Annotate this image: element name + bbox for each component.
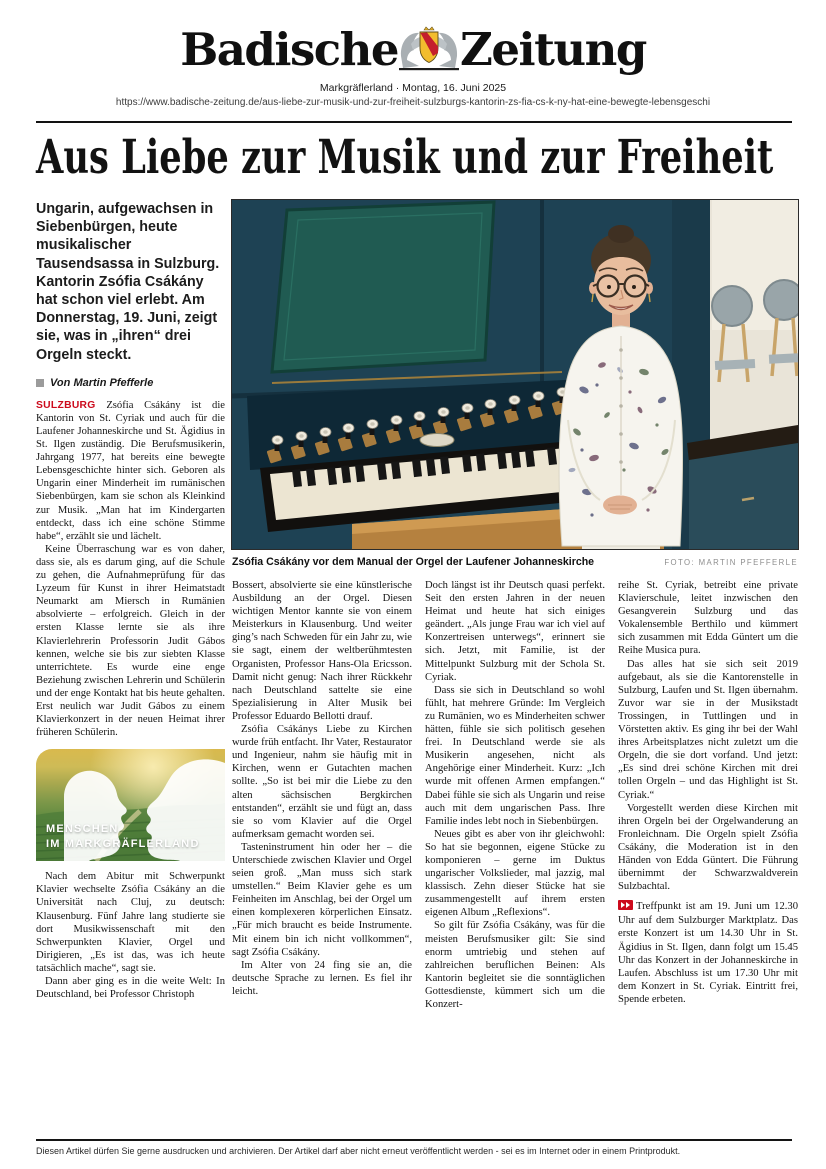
music-stand — [272, 202, 494, 372]
paragraph: reihe St. Cyriak, betreibt eine private Klavierschule, leitet inzwischen den Gesangverein Sulzburg und das Vokalensemble Berthilo und kümmert sich zusammen mit Edda Güntert um die Reihe Musica pura. — [618, 580, 798, 657]
article-lead: Ungarin, aufgewachsen in Siebenbürgen, heute musikalischer Tausendsassa in Sulzburg. Kantorin Zsófia Csákány hat schon viel erlebt. Am Donnerstag, 19. Juni, zeigt sie, was in „ihren“ drei Orgeln steckt. — [36, 201, 220, 363]
column-1-text — [36, 399, 225, 739]
baden-coat-of-arms-icon — [397, 24, 461, 79]
right-zone — [232, 200, 798, 1011]
reprint-notice: Diesen Artikel dürfen Sie gerne ausdrucken und archivieren. Der Artikel darf aber nicht erneut veröffentlicht werden - sei es im Internet oder in einem Printprodukt. — [36, 1146, 681, 1156]
paragraph: Zsófia Csákánys Liebe zu Kirchen wurde früh entfacht. Ihr Vater, Restaurator und Ingenieur, nahm sie häufig mit in Kirchen, wenn er Gutachten machen sollte. „So ist bei mir die Liebe zu den alten sächsischen Bergkirchen entstanden“, erzählt sie und fügt an, dass sie so vom Klavier auf die Orgel aufmerksam gemacht worden sei. — [232, 724, 412, 840]
byline-author-name: Martin Pfefferle — [73, 376, 154, 389]
edition-dateline: Markgräflerland · Montag, 16. Juni 2025 — [319, 82, 507, 94]
teaser-title-line1: MENSCHEN — [46, 823, 119, 836]
paragraph: Im Alter von 24 fing sie an, die deutsche Sprache zu lernen. Es fiel ihr leicht. — [232, 959, 412, 997]
paragraph: Dann aber ging es in die weite Welt: In Deutschland, bei Professor Christoph — [36, 976, 225, 1001]
hair-bun — [608, 225, 634, 243]
footer-rule — [36, 1139, 792, 1141]
paragraph: Keine Überraschung war es von daher, dass sie, als es darum ging, auf die Schule zu gehen, die Aufnahmeprüfung für das Lyzeum für Kunst in ihrer Heimatstadt Neumarkt am Miersch in Rumänien absolvierte – erfolgreich. Gleich in der ersten Klasse lernte sie als ihre Klavierlehrerin Professorin Judit Gábos kennen, welche sie bis zur siebten Klasse unterrichtete. Es wurde eine enge Beziehung zwischen Lehrerin und Schülerin und der enge Kontakt hat bis heute gehalten. Erst neulich war Judit Gábos zu einem Klavierkonzert in der neuen Heimat ihrer früheren Schülerin. — [36, 543, 225, 739]
photo-caption: Zsófia Csákány vor dem Manual der Orgel der Laufener Johanneskirche — [232, 556, 595, 568]
paragraph: Tasteninstrument hin oder her – die Unterschiede zwischen Klavier und Orgel seien groß. „Man muss sich stark umstellen.“ Beim Klavier gehe es um Feinheiten im Anschlag, bei der Orgel um einen komplexeren körperlichen Einsatz. „Für mich braucht es beide Instrumente. Mit einem bin ich nicht vollkommen“, sagt Zsófia Csákány. — [232, 841, 412, 958]
byline-author: Von — [50, 376, 74, 389]
photo-caption-row — [232, 556, 798, 568]
article-body — [36, 200, 798, 1011]
byline — [36, 377, 225, 389]
masthead-word-left: Badische — [180, 23, 399, 76]
teaser-title-line2: IM MARKGRÄFLERLAND — [46, 838, 200, 851]
column-3 — [425, 579, 605, 1011]
builder-plate — [420, 434, 454, 447]
paragraph: Das alles hat sie sich seit 2019 aufgebaut, als sie die Kantorenstelle in Sulzburg, Laufen und St. Ilgen übernahm. Zuvor war sie in der Musikstadt Trossingen, in Tuttlingen und in Vörstetten aktiv. Es ging ihr bei der Wahl ihres Arbeitsplatzes nicht zuletzt um die Orgeln, die sie dort vorfand. Und jetzt: „Es sind drei schöne Kirchen mit drei tollen Orgeln – und das Highlight ist St. Cyriak.“ — [618, 658, 798, 801]
header-rule — [36, 121, 792, 123]
sideboard-cabinet — [687, 425, 798, 549]
column-1-text-continued — [36, 870, 225, 1001]
photo-credit: FOTO: MARTIN PFEFFERLE — [664, 558, 798, 567]
paragraph: Bossert, absolvierte sie eine künstlerische Ausbildung an der Orgel. Diesen wichtigen Mentor kannte sie von einem Meisterkurs in Klausenburg. Und weiter ging’s nach Schweden für ein Jahr zu, wie sie sagt, einem der weltberühmtesten Organisten, Professor Hans-Ola Ericsson. Damit nicht genug: Nach ihrer Rückkehr nach Deutschland sattelte sie eine Spezialisierung in Alter Musik bei Professor Eduardo Bellotti drauf. — [232, 580, 412, 722]
event-info — [618, 900, 798, 1006]
paragraph: Dass sie sich in Deutschland so wohl fühlt, hat mehrere Gründe: Im Vergleich zu Rumänien, wo es Minderheiten schwer hätten, fühle sie sich politisch gesehen frei. In Deutschland werde sie als Musikerin angesehen, nicht als Angehörige einer Minderheit. Kurz: „Ich wurde mit offenen Armen empfangen.“ Dabei fühle sie sich als Ungarin und reise auch mit dem ungarischen Pass. Ihre Familie indes lebt noch in Siebenbürgen. — [425, 684, 605, 827]
teaser-title — [46, 822, 200, 852]
text-columns — [232, 579, 798, 1011]
paragraph: Nach dem Abitur mit Schwerpunkt Klavier wechselte Zsófia Csákány an die Universität nach Cluj, zu deutsch: Klausenburg. Fünf Jahre lang studierte sie dort Musikwissenschaft mit den Schwerpunkten Klavier, Orgel und Dirigieren, „Es ist das, was ich heute tatsächlich mache“, sagt sie. — [36, 871, 225, 974]
masthead — [0, 22, 826, 108]
paragraph: So gilt für Zsófia Csákány, was für die meisten Berufsmusiker gilt: Sie sind enorm umtriebig und stehen auf zahlreichen beruflichen Beinen: Als Kantorin begleitet sie die sonntäglichen Gottesdienste, kümmert sich um die Konzert- — [425, 920, 605, 1010]
city-tag: SULZBURG — [36, 399, 96, 411]
paragraph: Vorgestellt werden diese Kirchen mit ihren Orgeln bei der Orgelwanderung an Fronleichnam. Die Orgeln spielt Zsófia Csákány, die Moderation ist in den Händen von Edda Güntert. Die Führung übernimmt der Schwarzwaldverein Sulzbachtal. — [618, 802, 798, 893]
column-1 — [36, 200, 225, 1011]
event-info-text: Treffpunkt ist am 19. Juni um 12.30 Uhr auf dem Sulzburger Marktplatz. Das erste Konzert ist um 14.30 Uhr in St. Ägidius in St. Ilgen, dann folgt um 15.45 Uhr das Konzert in der Johanneskirche in Laufen. Abschluss ist um 17.30 Uhr mit dem Konzert in St. Cyriak. Eintritt frei, Spende erbeten. — [618, 901, 798, 1005]
article-photo — [232, 200, 798, 549]
double-arrow-icon — [618, 900, 633, 914]
article-headline: Aus Liebe zur Musik und zur Freiheit — [36, 130, 774, 185]
menschen-im-markgraeflerland-teaser-image — [36, 749, 225, 861]
paragraph: Neues gibt es aber von ihr gleichwohl: So hat sie begonnen, eigene Stücke zu komponieren – gerne im Duktus ungarischer Volkslieder, mal jazzig, mal klassisch. Zehn dieser Stücke hat sie zusammengestellt auf ihrem ersten eigenen Album „Reflexions“. — [425, 828, 605, 919]
column-2 — [232, 579, 412, 1011]
column-4 — [618, 579, 798, 1011]
paragraph: Doch längst ist ihr Deutsch quasi perfekt. Seit den ersten Jahren in der neuen Heimat und heute hat sich einiges geändert. „Als junge Frau war ich viel auf Konzertreisen unterwegs“, erinnert sie sich. Jetzt, mit Familie, ist der Mittelpunkt Sulzburg mit der Schola St. Cyriak. — [425, 580, 605, 683]
byline-square-icon — [36, 379, 44, 387]
masthead-word-right: Zeitung — [460, 23, 646, 76]
paragraph: SULZBURG Zsófia Csákány ist die Kantorin von St. Cyriak und auch für die Laufener Johanneskirche und St. Ägidius in St. Ilgen zuständig. Die Berufsmusikerin, Jahrgang 1977, hat bereits eine bewegte Lebensgeschichte hinter sich. Geboren als Ungarin einer Minderheit im rumänischen Siebenbürgen, kam sie schon als Kleinkind zur Musik. „Man hat im Kindergarten entdeckt, dass ich eine schöne Stimme habe“, erzählt sie und lächelt. — [36, 399, 225, 542]
article-url[interactable]: https://www.badische-zeitung.de/aus-liebe-zur-musik-und-zur-freiheit-sulzburgs-kantorin-zs-fia-cs-k-ny-hat-eine-bewegte-lebensgeschi — [115, 97, 711, 108]
